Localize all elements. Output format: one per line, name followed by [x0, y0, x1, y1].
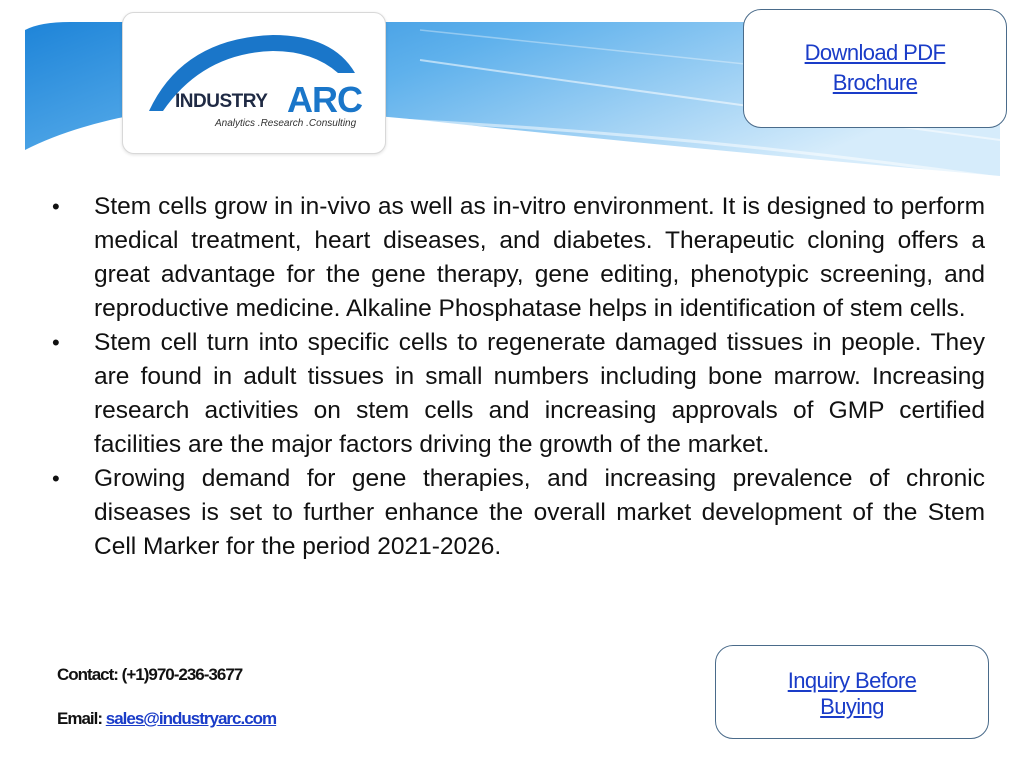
email-label: Email:	[57, 709, 103, 728]
inquiry-box	[715, 645, 989, 739]
inquiry-before-buying-link[interactable]	[788, 668, 917, 720]
logo-tagline: Analytics .Research .Consulting	[215, 118, 357, 129]
logo-word-arc: ARC	[287, 79, 362, 120]
logo-word-industry: INDUSTRY	[175, 91, 268, 112]
bullet-glyph: •	[52, 330, 60, 355]
contact-number: 970-236-3677	[148, 665, 243, 684]
contact-label: Contact: (+1)	[57, 665, 149, 684]
list-item	[50, 326, 985, 462]
list-item	[50, 462, 985, 564]
download-brochure-box	[743, 9, 1007, 128]
download-pdf-brochure-link[interactable]	[805, 38, 946, 98]
email-link[interactable]: sales@industryarc.com	[105, 709, 277, 728]
bullet-text: Stem cell turn into specific cells to regenerate damaged tissues in people. They are found in adult tissues in small numbers including bone marrow. Increasing research activities on stem cells and increasing approvals of GMP certified facilities are the major factors driving the growth of the market.	[94, 329, 985, 458]
download-link-line1: Download PDF	[804, 40, 946, 65]
list-item	[50, 190, 985, 326]
inquiry-link-line1: Inquiry Before	[787, 668, 917, 693]
inquiry-link-line2: Buying	[820, 694, 884, 719]
download-link-line2: Brochure	[832, 70, 918, 95]
bullet-text: Stem cells grow in in-vivo as well as in-vitro environment. It is designed to perform medical treatment, heart diseases, and diabetes. Therapeutic cloning offers a great advantage for the gene therapy, gene editing, phenotypic screening, and reproductive medicine. Alkaline Phosphatase helps in identification of stem cells.	[94, 193, 985, 322]
contact-line	[57, 665, 242, 685]
company-logo	[122, 12, 386, 154]
bullet-glyph: •	[52, 466, 60, 491]
bullet-list	[50, 190, 985, 564]
bullet-glyph: •	[52, 194, 60, 219]
bullet-text: Growing demand for gene therapies, and increasing prevalence of chronic diseases is set to further enhance the overall market development of the Stem Cell Marker for the period 2021-2026.	[94, 465, 985, 560]
email-line	[57, 709, 276, 729]
